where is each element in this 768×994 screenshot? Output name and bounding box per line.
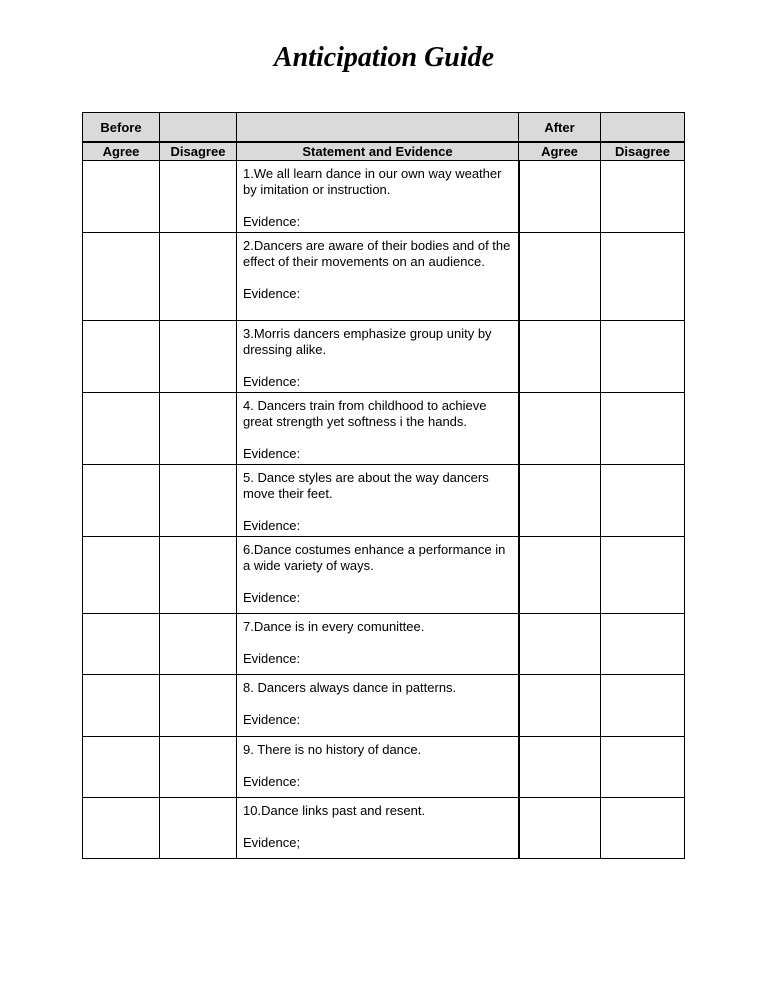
statement-cell[interactable]	[237, 161, 519, 233]
before-disagree-cell[interactable]	[160, 393, 237, 465]
header-after-agree: Agree	[519, 142, 601, 161]
after-disagree-cell[interactable]	[601, 798, 685, 859]
after-agree-cell[interactable]	[519, 321, 601, 393]
after-agree-cell[interactable]	[519, 233, 601, 321]
after-disagree-cell[interactable]	[601, 537, 685, 614]
before-agree-cell[interactable]	[83, 465, 160, 537]
before-disagree-cell[interactable]	[160, 614, 237, 675]
header-statement: Statement and Evidence	[237, 142, 519, 161]
evidence-label: Evidence:	[243, 518, 301, 533]
statement-text: 6.Dance costumes enhance a performance in a wide variety of ways.	[243, 542, 506, 573]
statement-cell[interactable]	[237, 798, 519, 859]
evidence-label: Evidence:	[243, 712, 301, 727]
evidence-label: Evidence:	[243, 286, 301, 301]
evidence-label: Evidence:	[243, 774, 301, 789]
before-agree-cell[interactable]	[83, 393, 160, 465]
header-row-sub	[83, 142, 685, 161]
before-agree-cell[interactable]	[83, 614, 160, 675]
statement-text: 7.Dance is in every comunittee.	[243, 619, 425, 634]
anticipation-guide-table	[82, 112, 685, 859]
evidence-label: Evidence:	[243, 214, 301, 229]
statement-cell[interactable]	[237, 537, 519, 614]
evidence-label: Evidence;	[243, 835, 301, 850]
before-disagree-cell[interactable]	[160, 675, 237, 737]
table-row	[83, 161, 685, 233]
before-disagree-cell[interactable]	[160, 161, 237, 233]
statement-cell[interactable]	[237, 465, 519, 537]
statement-text: 3.Morris dancers emphasize group unity by dressing alike.	[243, 326, 492, 357]
before-disagree-cell[interactable]	[160, 798, 237, 859]
before-disagree-cell[interactable]	[160, 465, 237, 537]
after-disagree-cell[interactable]	[601, 233, 685, 321]
statement-cell[interactable]	[237, 737, 519, 798]
after-agree-cell[interactable]	[519, 465, 601, 537]
after-disagree-cell[interactable]	[601, 465, 685, 537]
before-agree-cell[interactable]	[83, 798, 160, 859]
after-agree-cell[interactable]	[519, 393, 601, 465]
after-disagree-cell[interactable]	[601, 161, 685, 233]
header-empty	[237, 113, 519, 143]
evidence-label: Evidence:	[243, 651, 301, 666]
page-title: Anticipation Guide	[273, 42, 495, 73]
after-agree-cell[interactable]	[519, 614, 601, 675]
statement-text: 8. Dancers always dance in patterns.	[243, 680, 457, 695]
after-disagree-cell[interactable]	[601, 321, 685, 393]
header-empty	[601, 113, 685, 143]
statement-cell[interactable]	[237, 233, 519, 321]
after-agree-cell[interactable]	[519, 161, 601, 233]
table-row	[83, 675, 685, 737]
statement-cell[interactable]	[237, 321, 519, 393]
before-disagree-cell[interactable]	[160, 233, 237, 321]
after-agree-cell[interactable]	[519, 675, 601, 737]
evidence-label: Evidence:	[243, 446, 301, 461]
statement-cell[interactable]	[237, 675, 519, 737]
header-after: After	[519, 113, 601, 143]
header-after-disagree: Disagree	[601, 142, 685, 161]
statement-cell[interactable]	[237, 614, 519, 675]
before-agree-cell[interactable]	[83, 537, 160, 614]
table-row	[83, 393, 685, 465]
statement-text: 1.We all learn dance in our own way weather by imitation or instruction.	[243, 166, 502, 197]
table-row	[83, 537, 685, 614]
evidence-label: Evidence:	[243, 590, 301, 605]
after-agree-cell[interactable]	[519, 737, 601, 798]
before-disagree-cell[interactable]	[160, 321, 237, 393]
table-row	[83, 737, 685, 798]
statement-text: 2.Dancers are aware of their bodies and of the effect of their movements on an audience.	[243, 238, 511, 269]
header-empty	[160, 113, 237, 143]
before-agree-cell[interactable]	[83, 675, 160, 737]
after-agree-cell[interactable]	[519, 798, 601, 859]
statement-text: 9. There is no history of dance.	[243, 742, 422, 757]
after-disagree-cell[interactable]	[601, 614, 685, 675]
header-before-agree: Agree	[83, 142, 160, 161]
header-row-top	[83, 113, 685, 143]
header-before: Before	[83, 113, 160, 143]
table-row	[83, 321, 685, 393]
header-before-disagree: Disagree	[160, 142, 237, 161]
statement-text: 4. Dancers train from childhood to achieve great strength yet softness i the hands.	[243, 398, 487, 429]
after-agree-cell[interactable]	[519, 537, 601, 614]
statement-text: 10.Dance links past and resent.	[243, 803, 426, 818]
before-agree-cell[interactable]	[83, 737, 160, 798]
after-disagree-cell[interactable]	[601, 393, 685, 465]
table-row	[83, 798, 685, 859]
before-agree-cell[interactable]	[83, 161, 160, 233]
before-agree-cell[interactable]	[83, 321, 160, 393]
before-disagree-cell[interactable]	[160, 737, 237, 798]
before-agree-cell[interactable]	[83, 233, 160, 321]
statement-text: 5. Dance styles are about the way dancers move their feet.	[243, 470, 489, 501]
evidence-label: Evidence:	[243, 374, 301, 389]
table-row	[83, 614, 685, 675]
table-row	[83, 465, 685, 537]
before-disagree-cell[interactable]	[160, 537, 237, 614]
statement-cell[interactable]	[237, 393, 519, 465]
after-disagree-cell[interactable]	[601, 737, 685, 798]
after-disagree-cell[interactable]	[601, 675, 685, 737]
table-row	[83, 233, 685, 321]
